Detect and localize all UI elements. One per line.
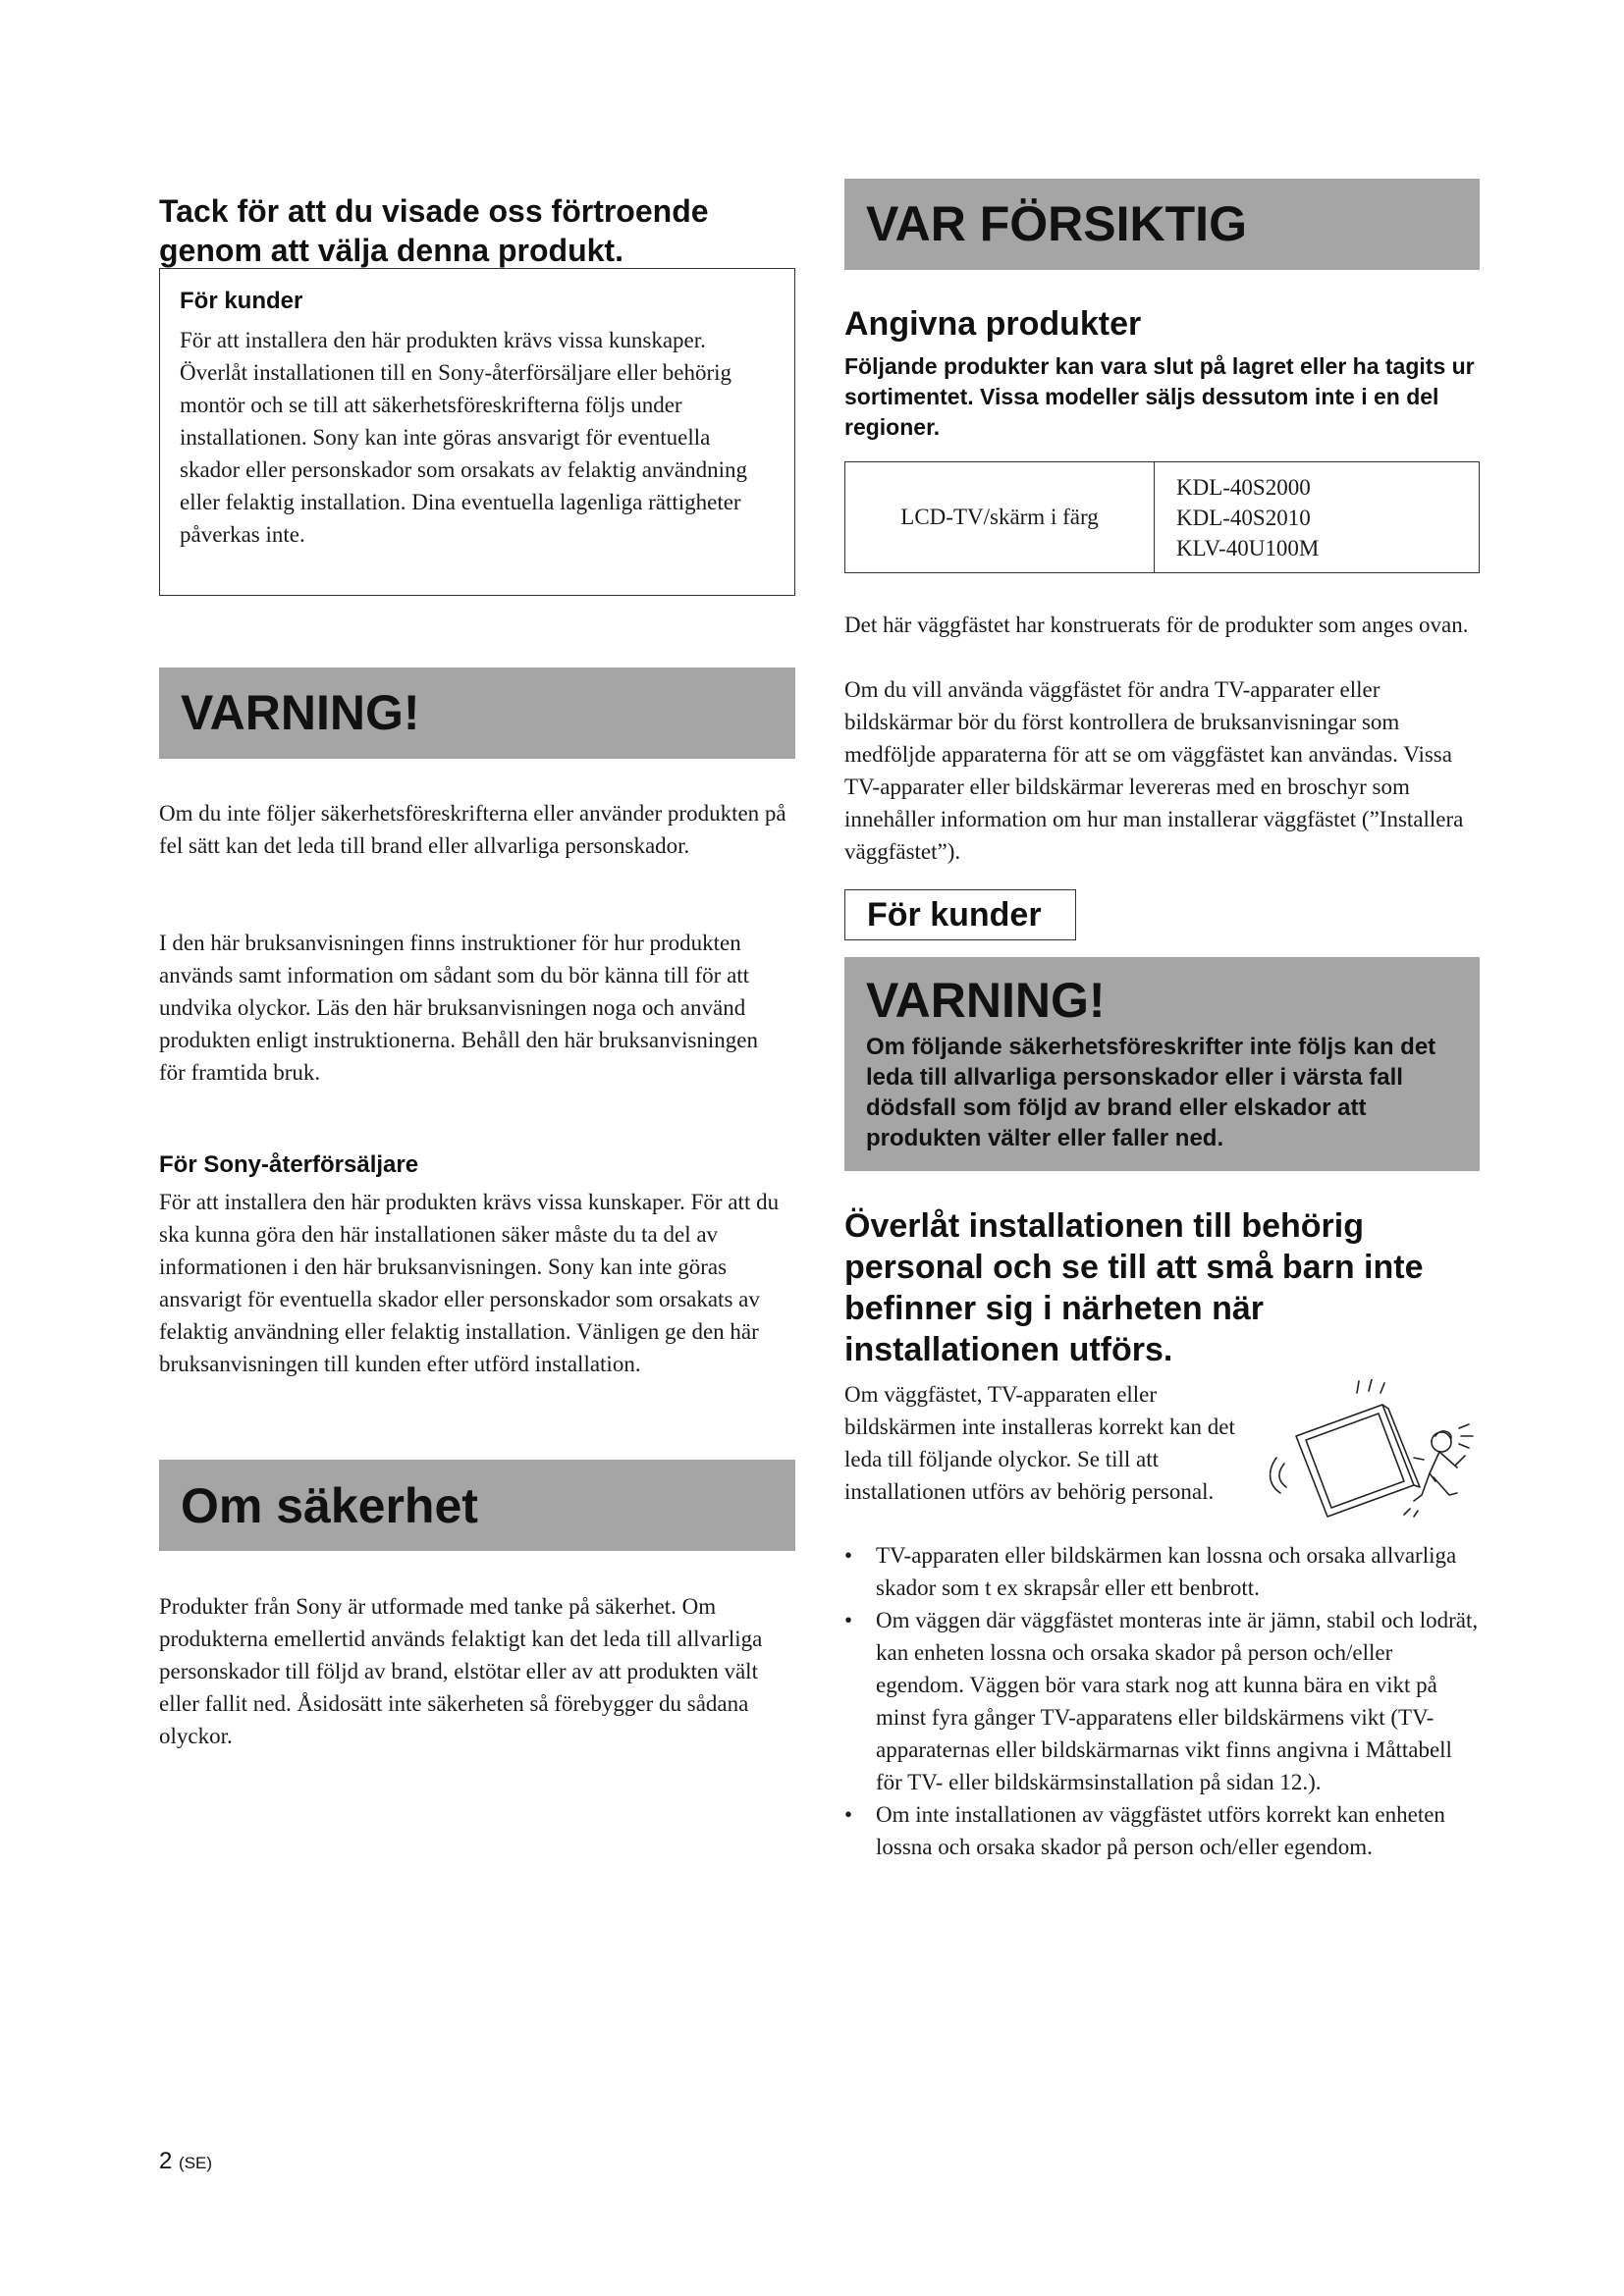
page-number (159, 2148, 212, 2175)
hazard-list (844, 1539, 1483, 1863)
install-heading: Överlåt installationen till behörig personal och se till att små barn inte befinner sig i närheten när installationen utförs. (844, 1207, 1424, 1368)
products-note: Följande produkter kan vara slut på lagret eller ha tagits ur sortimentet. Vissa modeller säljs dessutom inte i en del regioner. (844, 353, 1475, 440)
warning-section-bar (159, 667, 795, 759)
product-type-cell: LCD-TV/skärm i färg (845, 462, 1155, 573)
safety-paragraph: Produkter från Sony är utformade med tanke på säkerhet. Om produkterna emellertid används felaktigt kan det leda till allvarliga personskador till följd av brand, elstötar eller av att produkten vält eller fallit ned. Åsidosätt inte säkerheten så förebygger du sådana olyckor. (159, 1594, 763, 1748)
falling-tv-illustration (1267, 1379, 1483, 1526)
page-number-value: 2 (159, 2148, 173, 2174)
bracket-paragraph-1: Det här väggfästet har konstruerats för de produkter som anges ovan. (844, 613, 1469, 637)
model-item: KDL-40S2000 (1176, 474, 1311, 500)
list-item (844, 1798, 1483, 1863)
model-item: KDL-40S2010 (1176, 505, 1311, 530)
safety-section-bar (159, 1460, 795, 1551)
warning-paragraph-2: I den här bruksanvisningen finns instruktioner för hur produkten används samt information om sådant som du bör känna till för att undvika olyckor. Läs den här bruksanvisningen noga och använd produkten enligt instruktionerna. Behåll den här bruksanvisningen för framtida bruk. (159, 931, 759, 1085)
customer-warning-panel (844, 957, 1480, 1171)
model-list-cell (1155, 462, 1480, 573)
customer-warning-title: VARNING! (866, 973, 1106, 1028)
products-heading: Angivna produkter (844, 305, 1142, 343)
page-language-code: (SE) (179, 2154, 213, 2172)
list-item-text: Om väggen där väggfästet monteras inte är jämn, stabil och lodrät, kan enheten lossna och orsaka skador på person och/eller egendom. Väggen bör vara stark nog att kunna bära en vikt på minst fyra gånger TV-apparatens eller bildskärmens vikt (TV-apparaternas eller bildskärmarnas vikt finns angivna i Måttabell för TV- eller bildskärmsinstallation på sidan 12.). (876, 1608, 1479, 1794)
products-table (844, 461, 1480, 573)
customer-box-heading: För kunder (180, 288, 303, 314)
list-item (844, 1539, 1483, 1604)
dealer-paragraph: För att installera den här produkten krävs vissa kunskaper. För att du ska kunna göra den här installationen säker måste du ta del av informationen i den här bruksanvisningen. Sony kan inte göras ansvarigt för eventuella skador eller personskador som orsakats av felaktig användning eller felaktig installation. Vänligen ge den här bruksanvisningen till kunden efter utförd installation. (159, 1190, 780, 1376)
model-item: KLV-40U100M (1176, 535, 1320, 561)
customer-warning-text: Om följande säkerhetsföreskrifter inte följs kan det leda till allvarliga personskador eller i värsta fall dödsfall som följd av brand eller elskador att produkten välter eller faller ned. (866, 1034, 1436, 1151)
install-paragraph: Om väggfästet, TV-apparaten eller bildskärmen inte installeras korrekt kan det leda till följande olyckor. Se till att installationen utförs av behörig personal. (844, 1382, 1235, 1504)
list-item-text: Om inte installationen av väggfästet utförs korrekt kan enheten lossna och orsaka skador på person och/eller egendom. (876, 1802, 1445, 1859)
page-title: Tack för att du visade oss förtroende genom att välja denna produkt. (159, 193, 709, 269)
bullet-icon: • (844, 1802, 853, 1827)
warning-section-title: VARNING! (181, 685, 420, 740)
safety-section-title: Om säkerhet (181, 1478, 478, 1533)
customer-box-text: För att installera den här produkten krävs vissa kunskaper. Överlåt installationen till en Sony-återförsäljare eller behörig montör och se till att säkerhetsföreskrifterna följs under installationen. Sony kan inte göras ansvarigt för eventuella skador eller personskador som orsakats av felaktig användning eller felaktig installation. Dina eventuella lagenliga rättigheter påverkas inte. (180, 328, 748, 547)
warning-paragraph-1: Om du inte följer säkerhetsföreskrifterna eller använder produkten på fel sätt kan det leda till brand eller allvarliga personskador. (159, 801, 786, 858)
bracket-paragraph-2: Om du vill använda väggfästet för andra TV-apparater eller bildskärmar bör du först kontrollera de bruksanvisningar som medföljde apparaterna för att se om väggfästet kan användas. Vissa TV-apparater eller bildskärmar levereras med en broschyr som innehåller information om hur man installerar väggfästet (”Installera väggfästet”). (844, 677, 1464, 864)
bullet-icon: • (844, 1543, 853, 1568)
caution-section-title: VAR FÖRSIKTIG (866, 196, 1247, 251)
list-item (844, 1604, 1483, 1798)
caution-section-bar (844, 179, 1480, 270)
list-item-text: TV-apparaten eller bildskärmen kan lossna och orsaka allvarliga skador som t ex skrapsår eller ett benbrott. (876, 1543, 1457, 1600)
dealer-heading: För Sony-återförsäljare (159, 1151, 419, 1178)
customer-notice-box (159, 268, 795, 596)
customers-label-box: För kunder (844, 889, 1076, 940)
bullet-icon: • (844, 1608, 853, 1632)
